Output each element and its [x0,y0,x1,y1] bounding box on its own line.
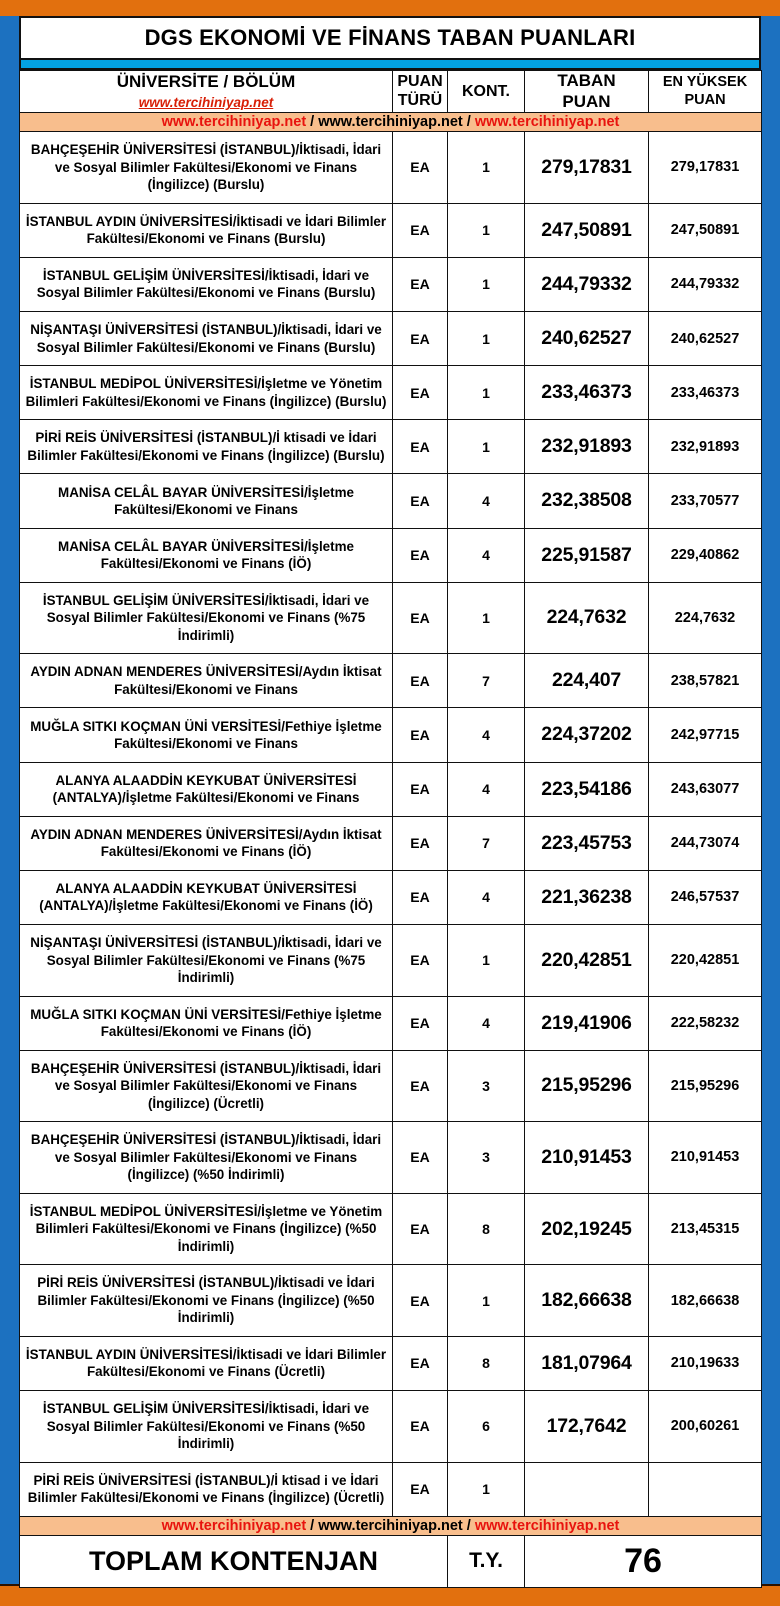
column-header-base-score-line2: PUAN [562,91,611,111]
cell-university: İSTANBUL GELİŞİM ÜNİVERSİTESİ/İktisadi, İdari ve Sosyal Bilimler Fakültesi/Ekonomi ve Finans (%50 İndirimli) [20,1391,393,1463]
cell-quota: 1 [448,132,525,204]
cell-base-score: 232,91893 [525,420,649,474]
promo-banner-bottom [20,1516,762,1535]
score-table-sheet [19,16,761,1586]
promo-banner-bottom-text [162,1518,620,1534]
cell-highest-score [649,1462,762,1516]
cell-score-type: EA [393,996,448,1050]
table-row[interactable] [20,257,762,311]
table-body-rows [20,132,762,1517]
cell-quota: 7 [448,816,525,870]
cell-score-type: EA [393,1336,448,1390]
table-body-top-promo [20,113,762,132]
cell-quota: 1 [448,1265,525,1337]
table-row[interactable] [20,311,762,365]
cell-base-score: 223,45753 [525,816,649,870]
cell-university: ALANYA ALAADDİN KEYKUBAT ÜNİVERSİTESİ (ANTALYA)/İşletme Fakültesi/Ekonomi ve Finans (İÖ) [20,870,393,924]
cell-base-score: 223,54186 [525,762,649,816]
promo-bottom-sep-1: / [306,1517,319,1534]
cell-score-type: EA [393,474,448,528]
cell-score-type: EA [393,654,448,708]
promo-sep-1: / [306,114,319,131]
table-row[interactable] [20,654,762,708]
promo-banner-top-cell [20,113,762,132]
cell-base-score: 225,91587 [525,528,649,582]
cell-quota: 1 [448,257,525,311]
cell-highest-score: 233,46373 [649,366,762,420]
cell-quota: 1 [448,1462,525,1516]
table-row[interactable] [20,132,762,204]
cell-score-type: EA [393,528,448,582]
table-row[interactable] [20,816,762,870]
cell-base-score: 221,36238 [525,870,649,924]
promo-site-2[interactable]: www.tercihiniyap.net [318,114,463,131]
table-row[interactable] [20,1122,762,1194]
cell-base-score: 202,19245 [525,1193,649,1265]
cell-score-type: EA [393,582,448,654]
cell-score-type: EA [393,366,448,420]
table-row[interactable] [20,420,762,474]
cell-score-type: EA [393,924,448,996]
cell-quota: 6 [448,1391,525,1463]
cell-highest-score: 238,57821 [649,654,762,708]
promo-bottom-site-1[interactable]: www.tercihiniyap.net [161,1517,307,1534]
cell-quota: 1 [448,203,525,257]
table-row[interactable] [20,1265,762,1337]
cell-university: BAHÇEŞEHİR ÜNİVERSİTESİ (İSTANBUL)/İktisadi, İdari ve Sosyal Bilimler Fakültesi/Ekonomi ve Finans (İngilizce) (Ücretli) [20,1050,393,1122]
cell-score-type: EA [393,762,448,816]
cell-university: MANİSA CELÂL BAYAR ÜNİVERSİTESİ/İşletme Fakültesi/Ekonomi ve Finans [20,474,393,528]
table-row[interactable] [20,1462,762,1516]
cell-university: PİRİ REİS ÜNİVERSİTESİ (İSTANBUL)/İ ktisadi ve İdari Bilimler Fakültesi/Ekonomi ve Finans (İngilizce) (Burslu) [20,420,393,474]
promo-bottom-site-2[interactable]: www.tercihiniyap.net [318,1517,463,1534]
table-row[interactable] [20,1050,762,1122]
cell-highest-score: 242,97715 [649,708,762,762]
column-header-university [20,71,393,113]
cell-quota: 4 [448,708,525,762]
cell-score-type: EA [393,311,448,365]
table-row[interactable] [20,1391,762,1463]
promo-banner-bottom-cell [20,1516,762,1535]
table-row[interactable] [20,1336,762,1390]
table-row[interactable] [20,870,762,924]
cell-quota: 8 [448,1336,525,1390]
cell-university: İSTANBUL GELİŞİM ÜNİVERSİTESİ/İktisadi, İdari ve Sosyal Bilimler Fakültesi/Ekonomi ve Finans (Burslu) [20,257,393,311]
cell-base-score [525,1462,649,1516]
cell-base-score: 224,407 [525,654,649,708]
table-row[interactable] [20,203,762,257]
column-header-score-type-line2: TÜRÜ [397,91,443,109]
cell-base-score: 244,79332 [525,257,649,311]
cell-highest-score: 210,91453 [649,1122,762,1194]
column-header-score-type [393,71,448,113]
column-header-quota: KONT. [448,71,525,113]
right-frame-rail [761,16,780,1586]
promo-site-3[interactable]: www.tercihiniyap.net [474,114,620,131]
column-header-base-score-line1: TABAN [557,71,616,91]
cell-score-type: EA [393,816,448,870]
cell-highest-score: 210,19633 [649,1336,762,1390]
table-head [20,71,762,113]
table-row[interactable] [20,924,762,996]
table-row[interactable] [20,996,762,1050]
cell-highest-score: 224,7632 [649,582,762,654]
cell-university: İSTANBUL GELİŞİM ÜNİVERSİTESİ/İktisadi, İdari ve Sosyal Bilimler Fakültesi/Ekonomi ve Finans (%75 İndirimli) [20,582,393,654]
cell-quota: 8 [448,1193,525,1265]
page-title [19,16,761,58]
promo-bottom-sep-2: / [462,1517,475,1534]
cell-university: MUĞLA SITKI KOÇMAN ÜNİ VERSİTESİ/Fethiye İşletme Fakültesi/Ekonomi ve Finans (İÖ) [20,996,393,1050]
total-row [20,1535,762,1587]
cell-university: MANİSA CELÂL BAYAR ÜNİVERSİTESİ/İşletme Fakültesi/Ekonomi ve Finans (İÖ) [20,528,393,582]
cell-university: PİRİ REİS ÜNİVERSİTESİ (İSTANBUL)/İ ktisad i ve İdari Bilimler Fakültesi/Ekonomi ve Finans (İngilizce) (Ücretli) [20,1462,393,1516]
cell-highest-score: 244,73074 [649,816,762,870]
cell-highest-score: 200,60261 [649,1391,762,1463]
cell-university: BAHÇEŞEHİR ÜNİVERSİTESİ (İSTANBUL)/İktisadi, İdari ve Sosyal Bilimler Fakültesi/Ekonomi ve Finans (İngilizce) (%50 İndirimli) [20,1122,393,1194]
cell-quota: 4 [448,474,525,528]
cell-base-score: 182,66638 [525,1265,649,1337]
cell-quota: 1 [448,420,525,474]
column-header-base-score [525,71,649,113]
promo-banner-top-text [162,114,620,130]
cell-highest-score: 240,62527 [649,311,762,365]
cell-score-type: EA [393,1193,448,1265]
cell-highest-score: 247,50891 [649,203,762,257]
cell-score-type: EA [393,203,448,257]
cell-university: PİRİ REİS ÜNİVERSİTESİ (İSTANBUL)/İktisadi ve İdari Bilimler Fakültesi/Ekonomi ve Finans (İngilizce) (%50 İndirimli) [20,1265,393,1337]
cell-quota: 4 [448,528,525,582]
cell-base-score: 181,07964 [525,1336,649,1390]
cell-score-type: EA [393,1265,448,1337]
cell-highest-score: 213,45315 [649,1193,762,1265]
cell-university: AYDIN ADNAN MENDERES ÜNİVERSİTESİ/Aydın İktisat Fakültesi/Ekonomi ve Finans (İÖ) [20,816,393,870]
promo-site-1[interactable]: www.tercihiniyap.net [161,114,307,131]
cell-highest-score: 279,17831 [649,132,762,204]
cell-quota: 4 [448,870,525,924]
total-score-type: T.Y. [448,1535,525,1587]
cell-score-type: EA [393,708,448,762]
table-row[interactable] [20,762,762,816]
table-row[interactable] [20,1193,762,1265]
cell-score-type: EA [393,1391,448,1463]
cell-quota: 3 [448,1122,525,1194]
total-quota-value: 76 [525,1535,762,1587]
cell-quota: 1 [448,582,525,654]
table-header-row [20,71,762,113]
cell-highest-score: 215,95296 [649,1050,762,1122]
cell-base-score: 224,7632 [525,582,649,654]
cell-highest-score: 222,58232 [649,996,762,1050]
cell-highest-score: 229,40862 [649,528,762,582]
cell-university: İSTANBUL AYDIN ÜNİVERSİTESİ/İktisadi ve İdari Bilimler Fakültesi/Ekonomi ve Finans (Burslu) [20,203,393,257]
cell-base-score: 172,7642 [525,1391,649,1463]
column-header-highest-score-line1: EN YÜKSEK [662,74,748,91]
table-row[interactable] [20,474,762,528]
column-header-site-link[interactable]: www.tercihiniyap.net [138,95,274,111]
cell-quota: 4 [448,762,525,816]
title-divider-band [19,58,761,70]
cell-university: İSTANBUL MEDİPOL ÜNİVERSİTESİ/İşletme ve Yönetim Bilimleri Fakültesi/Ekonomi ve Finans (İngilizce) (Burslu) [20,366,393,420]
cell-highest-score: 182,66638 [649,1265,762,1337]
cell-base-score: 215,95296 [525,1050,649,1122]
cell-highest-score: 232,91893 [649,420,762,474]
cell-base-score: 233,46373 [525,366,649,420]
cell-score-type: EA [393,420,448,474]
scores-table [19,70,762,1588]
cell-quota: 1 [448,924,525,996]
cell-base-score: 247,50891 [525,203,649,257]
left-frame-rail [0,16,19,1586]
total-quota-label: TOPLAM KONTENJAN [20,1535,448,1587]
cell-highest-score: 246,57537 [649,870,762,924]
page-title-text: DGS EKONOMİ VE FİNANS TABAN PUANLARI [144,25,636,50]
cell-base-score: 219,41906 [525,996,649,1050]
cell-university: AYDIN ADNAN MENDERES ÜNİVERSİTESİ/Aydın İktisat Fakültesi/Ekonomi ve Finans [20,654,393,708]
cell-highest-score: 233,70577 [649,474,762,528]
cell-base-score: 220,42851 [525,924,649,996]
cell-base-score: 224,37202 [525,708,649,762]
cell-university: BAHÇEŞEHİR ÜNİVERSİTESİ (İSTANBUL)/İktisadi, İdari ve Sosyal Bilimler Fakültesi/Ekonomi ve Finans (İngilizce) (Burslu) [20,132,393,204]
table-row[interactable] [20,708,762,762]
column-header-highest-score [649,71,762,113]
cell-highest-score: 244,79332 [649,257,762,311]
column-header-highest-score-line2: PUAN [684,91,726,108]
cell-university: NİŞANTAŞI ÜNİVERSİTESİ (İSTANBUL)/İktisadi, İdari ve Sosyal Bilimler Fakültesi/Ekonomi ve Finans (Burslu) [20,311,393,365]
cell-score-type: EA [393,1462,448,1516]
column-header-university-label: ÜNİVERSİTE / BÖLÜM [116,72,296,91]
promo-bottom-site-3[interactable]: www.tercihiniyap.net [474,1517,620,1534]
table-row[interactable] [20,582,762,654]
cell-quota: 3 [448,1050,525,1122]
cell-score-type: EA [393,1122,448,1194]
cell-university: İSTANBUL AYDIN ÜNİVERSİTESİ/İktisadi ve İdari Bilimler Fakültesi/Ekonomi ve Finans (Ücretli) [20,1336,393,1390]
table-row[interactable] [20,528,762,582]
cell-score-type: EA [393,257,448,311]
cell-score-type: EA [393,132,448,204]
promo-sep-2: / [462,114,475,131]
cell-university: MUĞLA SITKI KOÇMAN ÜNİ VERSİTESİ/Fethiye İşletme Fakültesi/Ekonomi ve Finans [20,708,393,762]
cell-score-type: EA [393,1050,448,1122]
cell-quota: 1 [448,366,525,420]
cell-base-score: 210,91453 [525,1122,649,1194]
promo-banner-top [20,113,762,132]
cell-base-score: 232,38508 [525,474,649,528]
cell-quota: 7 [448,654,525,708]
column-header-score-type-line1: PUAN [397,73,443,91]
table-row[interactable] [20,366,762,420]
cell-quota: 1 [448,311,525,365]
cell-highest-score: 220,42851 [649,924,762,996]
cell-university: NİŞANTAŞI ÜNİVERSİTESİ (İSTANBUL)/İktisadi, İdari ve Sosyal Bilimler Fakültesi/Ekonomi ve Finans (%75 İndirimli) [20,924,393,996]
cell-score-type: EA [393,870,448,924]
cell-university: ALANYA ALAADDİN KEYKUBAT ÜNİVERSİTESİ (ANTALYA)/İşletme Fakültesi/Ekonomi ve Finans [20,762,393,816]
cell-base-score: 279,17831 [525,132,649,204]
table-body-bottom [20,1516,762,1587]
cell-base-score: 240,62527 [525,311,649,365]
cell-highest-score: 243,63077 [649,762,762,816]
cell-quota: 4 [448,996,525,1050]
cell-university: İSTANBUL MEDİPOL ÜNİVERSİTESİ/İşletme ve Yönetim Bilimleri Fakültesi/Ekonomi ve Finans (İngilizce) (%50 İndirimli) [20,1193,393,1265]
